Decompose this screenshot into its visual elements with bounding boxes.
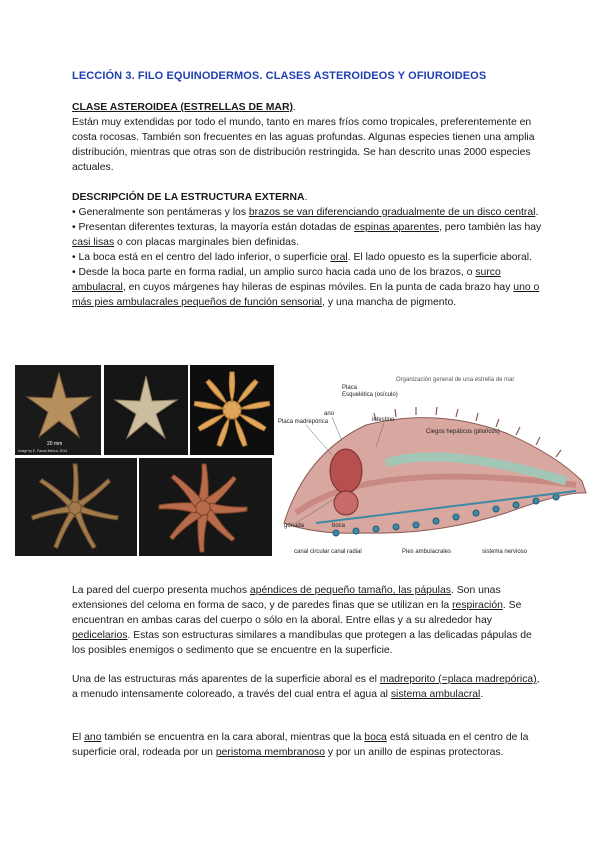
label-intestino: intestino <box>372 417 395 423</box>
anatomy-diagram <box>276 363 594 559</box>
label-placa: Placa <box>342 385 358 391</box>
descripcion-heading: DESCRIPCIÓN DE LA ESTRUCTURA EXTERNA <box>72 192 305 203</box>
clase-text: Están muy extendidas por todo el mundo, tanto en mares fríos como tropicales, preferentemente en costa rocosas. También son frecuentes en las aguas profundas. Algunas especies tienen una amplia distribución, mientras que otras son de distribución restringida. Se han descrito unas 2000 especies actuales. <box>72 117 535 173</box>
label-ciegos: Ciegos hepáticos (piloricos) <box>426 429 500 435</box>
section-descripcion <box>72 190 542 310</box>
paragraph-papulas: La pared del cuerpo presenta muchos apéndices de pequeño tamaño, las pápulas. Son unas extensiones del celoma en forma de saco, y de paredes finas que se utilizan en la respiración. Se encuentran en ambas caras del cuerpo o sólo en la aboral. Entre ellas y a su alrededor hay pedicelarios. Estas son estructuras similares a mandíbulas que protegen a las delicadas pápulas de los posibles enemigos o sedimento que se encuentre en la superficie. <box>72 585 532 656</box>
photo-1-scale: 20 mm <box>47 441 63 447</box>
starfish-photo-5 <box>139 458 272 556</box>
section-clase <box>72 100 542 175</box>
descripcion-heading-tail: . <box>304 192 308 203</box>
label-canal: canal circular canal radial <box>294 549 362 555</box>
label-placa-madre: Placa madrepórica <box>278 419 329 425</box>
label-boca: boca <box>332 523 346 529</box>
clase-heading: CLASE ASTEROIDEA (ESTRELLAS DE MAR) <box>72 102 293 113</box>
bullet-3: • La boca está en el centro del lado inferior, o superficie oral. El lado opuesto es la superficie aboral. <box>72 252 532 263</box>
paragraph-ano-boca: El ano también se encuentra en la cara aboral, mientras que la boca está situada en el centro de la superficie oral, rodeada por un peristoma membranoso y por un anillo de espinas protectoras. <box>72 732 529 758</box>
bullet-4: • Desde la boca parte en forma radial, un amplio surco hacia cada uno de los brazos, o surco ambulacral, en cuyos márgenes hay hileras de espinas móviles. En la punta de cada brazo hay uno o más pies ambulacrales pequeños de función sensorial, y una mancha de pigmento. <box>72 267 540 308</box>
label-gonada: gónada <box>284 523 305 529</box>
starfish-photo-4 <box>15 458 137 556</box>
page-title: LECCIÓN 3. FILO EQUINODERMOS. CLASES ASTEROIDEOS Y OFIUROIDEOS <box>72 70 487 82</box>
label-esqueletica: Esquelética (osículo) <box>342 392 398 398</box>
bullet-2: • Presentan diferentes texturas, la mayoría están dotadas de espinas aparentes, pero también las hay casi lisas o con placas marginales bien definidas. <box>72 222 542 248</box>
bullet-1: • Generalmente son pentámeras y los brazos se van diferenciando gradualmente de un disco central. <box>72 207 539 218</box>
label-ano: ano <box>324 411 335 417</box>
diagram-title: Organización general de una estrella de mar <box>396 377 515 383</box>
starfish-photo-2 <box>104 365 188 455</box>
label-pies: Pies ambulacrales <box>402 549 452 555</box>
label-sistema: sistema nervioso <box>482 549 528 555</box>
starfish-photo-1 <box>15 365 101 455</box>
paragraph-madreporito: Una de las estructuras más aparentes de la superficie aboral es el madreporito (=placa madrepórica), a menudo intensamente coloreado, a través del cual entra el agua al sistema ambulacral. <box>72 674 540 700</box>
clase-heading-tail: . <box>292 102 296 113</box>
photo-1-credit: Image by E. Fauna Ibérica, 2014 <box>18 449 68 453</box>
starfish-photo-3 <box>190 365 274 455</box>
